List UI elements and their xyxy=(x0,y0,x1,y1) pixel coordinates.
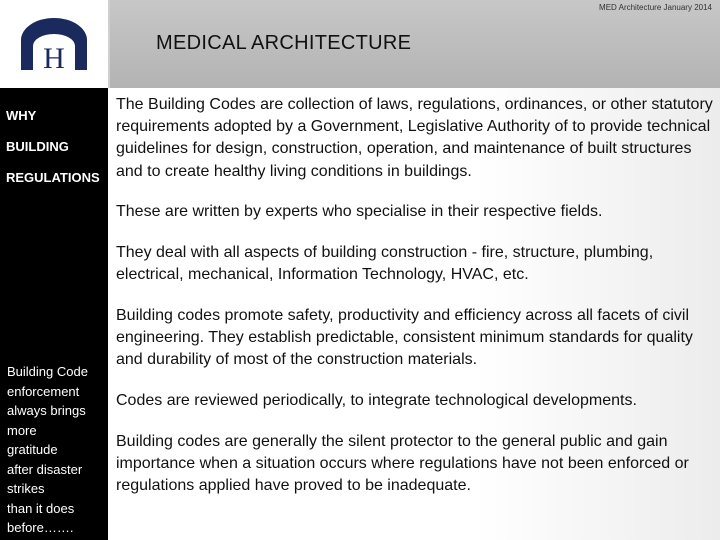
page-title: MEDICAL ARCHITECTURE xyxy=(156,32,412,54)
sidebar-note xyxy=(7,362,105,538)
sidebar-heading-line: WHY xyxy=(6,108,37,123)
sidebar-note-line: than it does xyxy=(7,500,75,516)
sidebar-note-line: enforcement xyxy=(7,383,80,399)
top-note: MED Architecture January 2014 xyxy=(599,3,712,12)
paragraph-scope: They deal with all aspects of building construction - fire, structure, plumbing, electrical, mechanical, Information Technology, HVAC, etc. xyxy=(116,244,654,284)
sidebar-heading-line: BUILDING xyxy=(6,139,69,154)
sidebar-note-line: strikes xyxy=(7,481,45,496)
sidebar-heading xyxy=(6,100,100,193)
arched-h-logo-icon xyxy=(17,16,91,72)
sidebar-note-line: always brings xyxy=(7,403,86,418)
content-area xyxy=(108,88,720,540)
logo-letter: H xyxy=(43,42,65,72)
sidebar-note-line: after disaster xyxy=(7,461,83,477)
sidebar-heading-line: REGULATIONS xyxy=(6,170,100,185)
paragraph-review: Codes are reviewed periodically, to integrate technological developments. xyxy=(116,392,637,410)
sidebar-note-line: Building Code xyxy=(7,364,88,379)
logo xyxy=(0,0,108,88)
paragraph-benefits: Building codes promote safety, productivity and efficiency across all facets of civil engineering. They establish predictable, consistent minimum standards for quality and durability of most of the construction materials. xyxy=(116,306,693,369)
sidebar-note-line: more xyxy=(7,422,37,438)
sidebar-note-line: before……. xyxy=(7,520,74,535)
sidebar-note-line: gratitude xyxy=(7,442,58,457)
paragraph-protector: Building codes are generally the silent protector to the general public and gain importance when a situation occurs where regulations have not been enforced or regulations applied have proved to be inadequate. xyxy=(116,432,689,495)
paragraph-list xyxy=(116,94,716,516)
paragraph-authors: These are written by experts who specialise in their respective fields. xyxy=(116,203,603,221)
sidebar xyxy=(0,88,108,540)
paragraph-definition: The Building Codes are collection of laws, regulations, ordinances, or other statutory requirements adopted by a Government, Legislative Authority of to provide technical guidelines for design, construction, operation, and maintenance of built structures and to create healthy living conditions in buildings. xyxy=(116,96,713,180)
